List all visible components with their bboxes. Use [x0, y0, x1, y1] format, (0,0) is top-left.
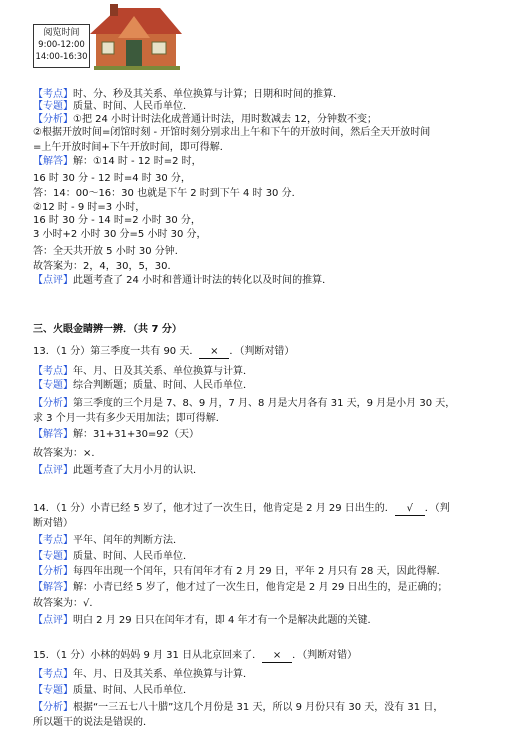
question-13 [33, 345, 294, 359]
solution-section-tag: 【分析】 [33, 398, 73, 409]
question-stem: 15．（1 分）小林的妈妈 9 月 31 日从北京回来了． [33, 650, 263, 661]
q13-solution-line [33, 365, 253, 378]
q14-solution-line [33, 581, 448, 594]
q14-solution-line [33, 534, 183, 547]
solution-text: =上午开放时间+下午开放时间，即可得解． [33, 142, 230, 153]
solution-text: ①把 24 小时计时法化成普通计时法，用时数减去 12，分钟数不变； [73, 114, 377, 125]
q14-solution-line [33, 614, 378, 627]
q13-solution-line [33, 428, 199, 441]
q13-solution-line [33, 397, 455, 410]
solution-line [33, 155, 202, 168]
solution-text: 解：小青已经 5 岁了，他才过了一次生日，他肯定是 2 月 29 日出生的，是正确的； [73, 582, 448, 593]
q13-solution-line [33, 412, 226, 425]
solution-section-tag: 【分析】 [33, 114, 73, 125]
solution-section-tag: 【专题】 [33, 685, 73, 696]
solution-text: 故答案为：2，4，30，5，30． [33, 261, 178, 272]
q15-solution-line [33, 684, 193, 697]
solution-text: 根据“一三五七八十腊”这几个月份是 31 天，所以 9 月份只有 30 天，没有 31 日， [73, 702, 444, 713]
solution-text: 平年、闰年的判断方法． [73, 535, 183, 546]
solution-section-tag: 【解答】 [33, 582, 73, 593]
solution-line [33, 141, 230, 154]
solution-text: 所以题干的说法是错误的． [33, 717, 153, 728]
solution-section-tag: 【考点】 [33, 535, 73, 546]
solution-text: 时、分、秒及其关系、单位换算与计算；日期和时间的推算． [73, 89, 343, 100]
solution-text: 年、月、日及其关系、单位换算与计算． [73, 669, 253, 680]
solution-line [33, 228, 207, 241]
solution-line [33, 245, 185, 258]
solution-section-tag: 【专题】 [33, 551, 73, 562]
answer-blank: × [199, 345, 229, 359]
solution-section-tag: 【解答】 [33, 429, 73, 440]
solution-section-tag: 【专题】 [33, 380, 73, 391]
solution-section-tag: 【考点】 [33, 89, 73, 100]
question-stem: 14．（1 分）小青已经 5 岁了，他才过了一次生日，他肯定是 2 月 29 日出生的． [33, 503, 395, 514]
reading-hours-sign [33, 24, 90, 68]
solution-section-tag: 【分析】 [33, 702, 73, 713]
solution-text: 故答案为：×． [33, 448, 102, 459]
question-14 [33, 502, 450, 516]
solution-text: 求 3 个月一共有多少天用加法；即可得解． [33, 413, 226, 424]
answer-blank: × [262, 649, 292, 663]
solution-text: 质量、时间、人民币单位． [73, 685, 193, 696]
question-15 [33, 649, 357, 663]
q14-solution-line [33, 597, 99, 610]
solution-text: 答：14：00～16：30 也就是下午 2 时到下午 4 时 30 分． [33, 188, 302, 199]
q15-solution-line [33, 716, 153, 729]
solution-section-tag: 【点评】 [33, 275, 73, 286]
solution-text: 此题考查了 24 小时和普通计时法的转化以及时间的推算． [73, 275, 333, 286]
solution-text: ②12 时 - 9 时=3 小时， [33, 202, 146, 213]
solution-text: 第三季度的三个月是 7、8、9 月，7 月、8 月是大月各有 31 天，9 月是小月 30 天， [73, 398, 456, 409]
q13-solution-line [33, 447, 101, 460]
house-illustration [90, 4, 185, 72]
solution-text: 解：31+31+30=92（天） [73, 429, 200, 440]
q15-solution-line [33, 668, 253, 681]
solution-text: 答：全天共开放 5 小时 30 分钟． [33, 246, 185, 257]
q14-solution-line [33, 550, 193, 563]
solution-section-tag: 【解答】 [33, 156, 73, 167]
answer-blank: √ [395, 502, 425, 516]
solution-text: 每四年出现一个闰年，只有闰年才有 2 月 29 日，平年 2 月只有 28 天，因此得解． [73, 566, 447, 577]
solution-line [33, 214, 201, 227]
sign-title: 阅览时间 [43, 28, 80, 38]
sign-afternoon-hours: 14:00-16:30 [35, 52, 88, 62]
solution-text: 质量、时间、人民币单位． [73, 101, 193, 112]
question-suffix: ．（判断对错） [229, 346, 295, 357]
section-heading: 三、火眼金睛辨一辨．（共 7 分） [33, 324, 182, 335]
question-suffix: ．（判断对错） [292, 650, 358, 661]
question-14-cont: 断对错） [33, 518, 73, 529]
sign-morning-hours: 9:00-12:00 [38, 40, 85, 50]
solution-section-tag: 【考点】 [33, 366, 73, 377]
solution-section-tag: 【点评】 [33, 615, 73, 626]
solution-line [33, 274, 332, 287]
solution-line [33, 187, 302, 200]
solution-text: 质量、时间、人民币单位． [73, 551, 193, 562]
solution-section-tag: 【考点】 [33, 669, 73, 680]
solution-line [33, 201, 145, 214]
solution-text: 16 时 30 分 - 14 时=2 小时 30 分， [33, 215, 201, 226]
solution-text: 3 小时+2 小时 30 分=5 小时 30 分， [33, 229, 207, 240]
solution-line [33, 126, 430, 139]
solution-text: 故答案为：√． [33, 598, 100, 609]
solution-line [33, 100, 193, 113]
question-stem: 13．（1 分）第三季度一共有 90 天． [33, 346, 200, 357]
solution-text: 综合判断题；质量、时间、人民币单位． [73, 380, 253, 391]
solution-section-tag: 【分析】 [33, 566, 73, 577]
q13-solution-line [33, 464, 203, 477]
solution-text: 年、月、日及其关系、单位换算与计算． [73, 366, 253, 377]
question-suffix: ．（判 [424, 503, 450, 514]
q15-solution-line [33, 701, 443, 714]
solution-text: 解：①14 时 - 12 时=2 时， [73, 156, 202, 167]
solution-section-tag: 【点评】 [33, 465, 73, 476]
solution-text: 此题考查了大月小月的认识． [73, 465, 203, 476]
solution-text: 明白 2 月 29 日只在闰年才有，即 4 年才有一个是解决此题的关键． [73, 615, 378, 626]
solution-line [33, 260, 178, 273]
q13-solution-line [33, 379, 253, 392]
q14-solution-line [33, 565, 447, 578]
solution-text: ②根据开放时间=闭馆时刻 - 开馆时刻分别求出上午和下午的开放时间，然后全天开放时间 [33, 127, 431, 138]
solution-line [33, 172, 191, 185]
solution-line [33, 113, 377, 126]
solution-section-tag: 【专题】 [33, 101, 73, 112]
solution-text: 16 时 30 分 - 12 时=4 时 30 分， [33, 173, 191, 184]
